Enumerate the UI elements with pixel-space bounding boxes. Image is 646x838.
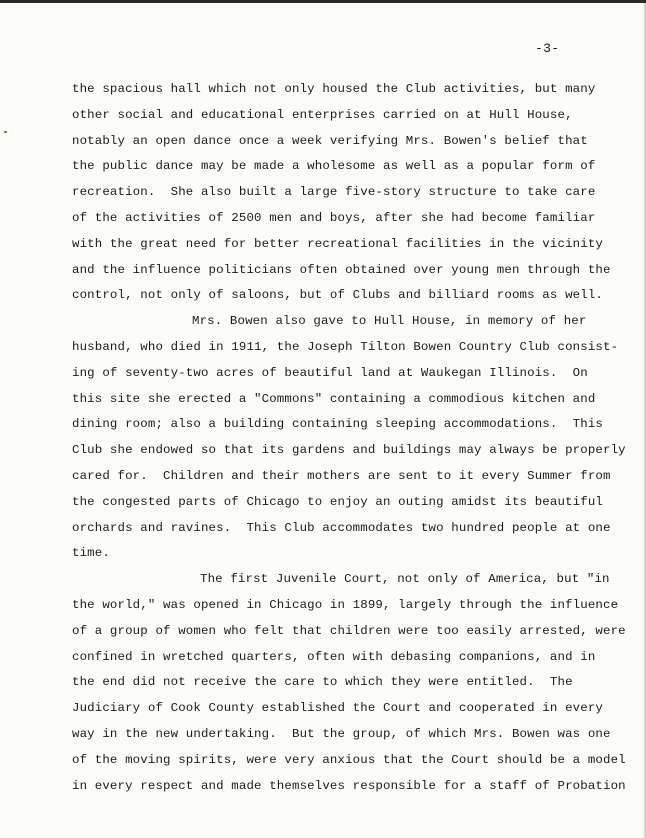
text-line: dining room; also a building containing sleeping accommodations. This	[72, 417, 603, 432]
text-line: the world," was opened in Chicago in 1899, largely through the influence	[72, 597, 619, 612]
text-line: cared for. Children and their mothers are sent to it every Summer from	[72, 468, 611, 483]
text-line: the end did not receive the care to which they were entitled. The	[72, 675, 573, 690]
text-line: notably an open dance once a week verifying Mrs. Bowen's belief that	[72, 133, 588, 148]
page-top-edge	[0, 0, 646, 3]
document-body	[72, 77, 642, 799]
text-line: with the great need for better recreational facilities in the vicinity	[72, 236, 603, 251]
text-line: this site she erected a "Commons" containing a commodious kitchen and	[72, 391, 596, 406]
text-line: Judiciary of Cook County established the Court and cooperated in every	[72, 701, 603, 716]
text-line: in every respect and made themselves responsible for a staff of Probation	[72, 778, 626, 793]
text-line: husband, who died in 1911, the Joseph Tilton Bowen Country Club consist-	[72, 339, 619, 354]
text-line: and the influence politicians often obtained over young men through the	[72, 262, 611, 277]
text-line: Club she endowed so that its gardens and buildings may always be properly	[72, 443, 626, 458]
page-number: -3-	[535, 41, 560, 56]
text-line: time.	[72, 546, 110, 561]
text-line: ing of seventy-two acres of beautiful land at Waukegan Illinois. On	[72, 365, 588, 380]
text-line: the congested parts of Chicago to enjoy an outing amidst its beautiful	[72, 494, 603, 509]
paragraph-start-line: Mrs. Bowen also gave to Hull House, in memory of her	[192, 314, 587, 329]
page-speck	[4, 131, 7, 133]
text-line: of the moving spirits, were very anxious that the Court should be a model	[72, 752, 626, 767]
text-line: way in the new undertaking. But the group, of which Mrs. Bowen was one	[72, 726, 611, 741]
text-line: recreation. She also built a large five-story structure to take care	[72, 185, 596, 200]
paragraph-start-line: The first Juvenile Court, not only of America, but "in	[200, 572, 610, 587]
text-line: control, not only of saloons, but of Clubs and billiard rooms as well.	[72, 288, 603, 303]
text-line: the spacious hall which not only housed the Club activities, but many	[72, 82, 596, 96]
text-line: of the activities of 2500 men and boys, after she had become familiar	[72, 210, 596, 225]
text-line: other social and educational enterprises carried on at Hull House,	[72, 107, 573, 122]
text-line: orchards and ravines. This Club accommodates two hundred people at one	[72, 520, 611, 535]
text-line: of a group of women who felt that children were too easily arrested, were	[72, 623, 626, 638]
text-line: the public dance may be made a wholesome as well as a popular form of	[72, 159, 596, 174]
text-line: confined in wretched quarters, often with debasing companions, and in	[72, 649, 596, 664]
